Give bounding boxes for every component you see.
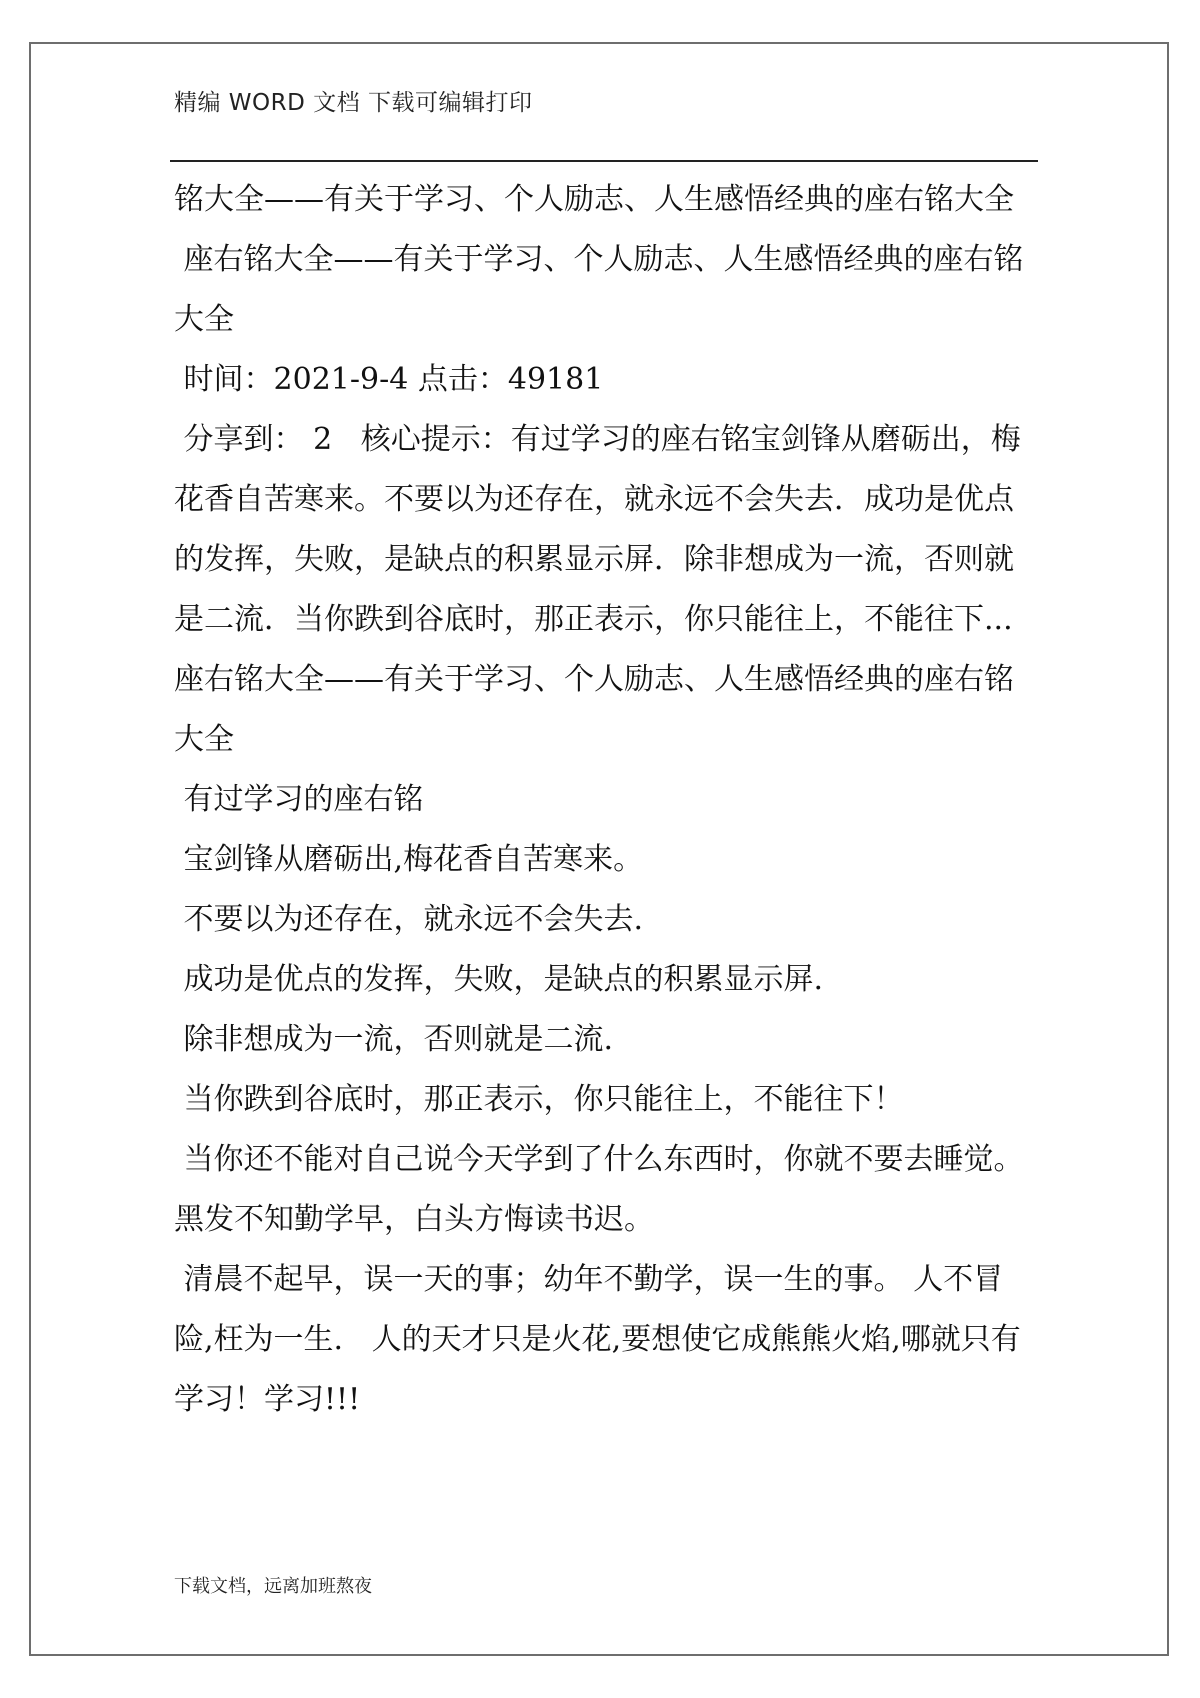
- title-continuation: 铭大全——有关于学习、个人励志、人生感悟经典的座右铭大全: [174, 182, 1014, 217]
- document-footer: 下载文档，远离加班熬夜: [174, 1576, 372, 1597]
- motto-line: 当你还不能对自己说今天学到了什么东西时，你就不要去睡觉。 黑发不知勤学早，白头方悔读书迟。: [174, 1142, 1053, 1237]
- document-body: [174, 170, 1053, 1430]
- article-summary: 分享到： 2 核心提示：有过学习的座右铭宝剑锋从磨砺出，梅花香自苦寒来。不要以为还存在，就永远不会失去．成功是优点的发挥，失败，是缺点的积累显示屏．除非想成为一流，否则就是二流．当你跌到谷底时，那正表示，你只能往上，不能往下... 座右铭大全——有关于学习、个人励志、人生感悟经典的座右铭大全: [174, 422, 1032, 757]
- motto-line: 当你跌到谷底时，那正表示，你只能往上，不能往下！: [174, 1082, 904, 1117]
- document-header: 精编 WORD 文档 下载可编辑打印: [174, 90, 533, 116]
- motto-line: 不要以为还存在，就永远不会失去.: [174, 902, 644, 937]
- motto-line: 除非想成为一流，否则就是二流.: [174, 1022, 614, 1057]
- motto-line: 清晨不起早，误一天的事；幼年不勤学，误一生的事。 人不冒险,枉为一生. 人的天才只是火花,要想使它成熊熊火焰,哪就只有学习！学习!!!: [174, 1262, 1021, 1417]
- article-title: 座右铭大全——有关于学习、个人励志、人生感悟经典的座右铭大全: [174, 242, 1024, 337]
- header-divider: [170, 160, 1038, 162]
- motto-line: 宝剑锋从磨砺出,梅花香自苦寒来。: [174, 842, 644, 877]
- section-heading: 有过学习的座右铭: [174, 782, 424, 817]
- motto-line: 成功是优点的发挥，失败，是缺点的积累显示屏.: [174, 962, 824, 997]
- article-meta: 时间：2021-9-4 点击：49181: [174, 362, 604, 397]
